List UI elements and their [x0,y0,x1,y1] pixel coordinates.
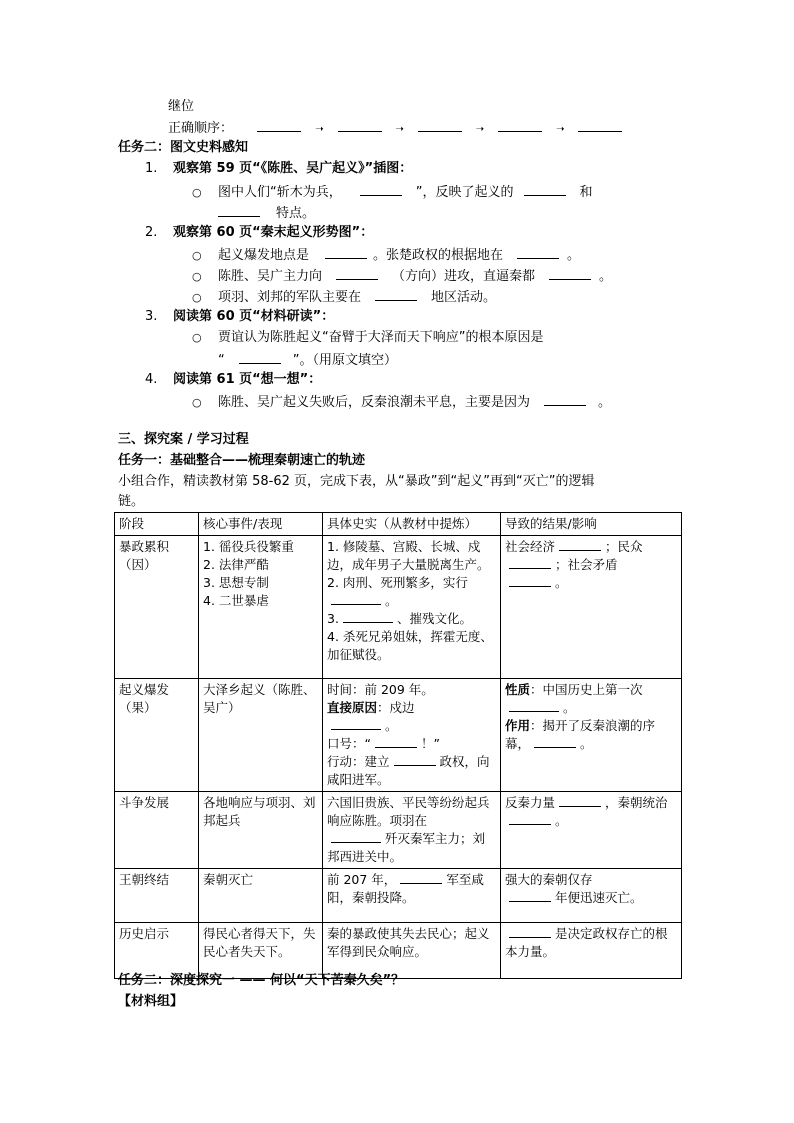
q2-number: 2. [145,225,158,240]
q2-b1-mid: 。张楚政权的根据地在 [373,248,504,263]
q2-blank-5[interactable] [375,287,417,301]
task2-title: 任务二：图文史料感知 [118,140,249,155]
circle-bullet-icon: ○ [192,331,202,344]
row2-blank-5[interactable] [534,735,576,748]
result-pre: 反秦力量 [505,795,556,810]
circle-bullet-icon: ○ [192,291,202,304]
arrow-right-icon: ➝ [556,124,565,135]
fact-item: 4. 杀死兄弟姐妹，挥霍无度、加征赋役。 [327,629,493,662]
trajectory-table [114,512,682,979]
q3-number: 3. [145,309,158,324]
header-events: 核心事件/表现 [199,513,323,536]
header-result: 导致的结果/影响 [501,513,682,536]
q1-text-end: 和 [579,185,593,200]
result-mid1: ；民众 [605,539,643,554]
q2-bullet-2 [192,266,612,286]
result-end: 。 [555,813,568,828]
nature-label: 性质 [505,682,531,697]
row2-blank-4[interactable] [509,699,559,712]
q1-text-b: 特点。 [276,206,316,221]
order-row [168,118,622,139]
facts-pre: 六国旧贵族、平民等纷纷起兵响应陈胜。项羽在 [327,795,490,828]
cause-label: 直接原因 [327,700,378,715]
cause-end: 。 [385,718,398,733]
table-row [115,869,682,923]
row3-blank-1[interactable] [331,830,381,843]
row5-blank-1[interactable] [509,925,551,938]
q4-blank-1[interactable] [544,392,586,406]
fact-3-pre: 3. [327,611,339,626]
row3-result [501,792,682,869]
task2-deep-title: 任务二：深度探究一 —— 何以“天下苦秦久矣”？ [118,973,405,988]
q1-blank-1[interactable] [360,182,402,196]
row3-events: 各地响应与项羽、刘邦起兵 [199,792,323,869]
list-item: 1. 徭役兵役繁重 [203,539,294,554]
q2-b2-mid: （方向）进攻，直逼秦都 [392,269,536,284]
material-group-label: 【材料组】 [118,994,184,1009]
q2-title-row [145,224,373,242]
nature-text: ：中国历史上第一次 [530,682,643,697]
q2-blank-1[interactable] [325,245,367,259]
arrow-right-icon: ➝ [395,124,404,135]
row3-facts [323,792,501,869]
list-item: 2. 法律严酷 [203,557,269,572]
q1-title: 观察第 59 页“《陈胜、吴广起义》”插图： [173,161,413,176]
q3-quote-close: ”。（用原文填空） [292,353,397,368]
q2-bullet-3 [192,287,496,307]
facts-end: 军至咸阳，秦朝投降。 [327,872,484,905]
q4-number: 4. [145,372,158,387]
q3-title-row [145,308,334,326]
row4-facts [323,869,501,923]
slogan-end: ！” [420,736,440,751]
row1-blank-5[interactable] [509,574,551,587]
order-blank-1[interactable] [257,118,301,132]
result-end: 。 [555,575,568,590]
q2-blank-2[interactable] [517,245,559,259]
nature-end: 。 [563,700,576,715]
q1-text-pre: 图中人们“斩木为兵， [218,185,342,200]
header-stage: 阶段 [115,513,199,536]
result-pre: 强大的秦朝仅存 [505,872,593,887]
circle-bullet-icon: ○ [192,249,202,262]
result-mid: ，秦朝统治 [605,795,668,810]
q2-blank-3[interactable] [336,266,378,280]
q2-b2-pre: 陈胜、吴广主力向 [218,269,323,284]
row5-result [501,923,682,979]
order-blank-3[interactable] [418,118,462,132]
row1-result [501,536,682,679]
slogan-pre: 口号：“ [327,736,371,751]
order-label: 正确顺序： [168,121,234,136]
q2-b2-end: 。 [599,269,613,284]
arrow-right-icon: ➝ [315,124,324,135]
fact-action [327,753,496,789]
row3-stage: 斗争发展 [115,792,199,869]
q1-text-mid: ”，反映了起义的 [415,185,514,200]
header-facts: 具体史实（从教材中提炼） [323,513,501,536]
q3-title: 阅读第 60 页“材料研读”： [173,309,335,324]
order-blank-2[interactable] [338,118,382,132]
row2-blank-1[interactable] [331,717,381,730]
fact-item: 1. 修陵墓、宫殿、长城、戍边，成年男子大量脱离生产。 [327,539,490,572]
fact-3-end: 、摧残文化。 [396,611,472,626]
table-header-row [115,513,682,536]
row1-events [199,536,323,679]
fact-2-end: 。 [385,593,398,608]
row3-blank-3[interactable] [509,812,551,825]
q1-blank-3[interactable] [218,203,260,217]
q1-line-b [218,203,315,223]
circle-bullet-icon: ○ [192,270,202,283]
list-item: 4. 二世暴虐 [203,593,269,608]
task1-title: 任务一：基础整合——梳理秦朝速亡的轨迹 [118,453,366,468]
row4-stage: 王朝终结 [115,869,199,923]
effect-label: 作用 [505,718,531,733]
result-end: 年便迅速灭亡。 [555,890,643,905]
facts-mid: 歼灭秦军主力；刘邦西进关中。 [327,831,486,864]
table-row [115,679,682,792]
row5-events: 得民心者得天下，失民心者失天下。 [199,923,323,979]
q3-blank-1[interactable] [239,350,281,364]
q2-b3-end: 地区活动。 [431,290,497,305]
table-row [115,923,682,979]
fact-slogan [327,735,496,753]
action-pre: 行动：建立 [327,754,390,769]
q2-b1-pre: 起义爆发地点是 [218,248,310,263]
row1-blank-2[interactable] [343,610,393,623]
q3-bullet-1 [192,329,543,347]
circle-bullet-icon: ○ [192,396,202,409]
row3-blank-2[interactable] [559,794,601,807]
section3-title: 三、探究案 / 学习过程 [118,432,249,447]
circle-bullet-icon: ○ [192,186,202,199]
result-end: 是决定政权存亡的根本力量。 [505,926,668,959]
facts-pre: 前 207 年， [327,872,397,887]
q4-title-row [145,371,321,389]
row2-facts [323,679,501,792]
row2-result [501,679,682,792]
row1-facts [323,536,501,679]
row4-result [501,869,682,923]
row2-blank-3[interactable] [394,753,436,766]
result-effect [505,717,677,753]
order-blank-4[interactable] [498,118,542,132]
q4-b1-pre: 陈胜、吴广起义失败后，反秦浪潮未平息，主要是因为 [218,395,531,410]
q2-title: 观察第 60 页“秦末起义形势图”： [173,225,374,240]
row5-stage: 历史启示 [115,923,199,979]
q3-quote-open: “ [218,353,225,368]
row1-blank-1[interactable] [331,592,381,605]
effect-text: ：揭开了反秦浪潮的序幕， [505,718,656,751]
q4-title: 阅读第 61 页“想一想”： [173,372,322,387]
row4-blank-1[interactable] [400,871,442,884]
q2-b1-end: 。 [567,248,581,263]
row4-blank-2[interactable] [509,889,551,902]
row2-blank-2[interactable] [375,735,417,748]
q4-bullet-1 [192,392,611,412]
fact-2-pre: 2. 肉刑、死刑繁多，实行 [327,575,468,590]
order-blank-5[interactable] [578,118,622,132]
row1-blank-3[interactable] [559,538,601,551]
q3-bullet-1-cont [218,350,397,370]
row1-stage: 暴政累积（因） [115,536,199,679]
table-row [115,536,682,679]
row1-blank-4[interactable] [509,556,551,569]
q3-b1: 贾谊认为陈胜起义“奋臂于大泽而天下响应”的根本原因是 [218,330,544,345]
q1-line-a [192,182,593,202]
q2-b3-pre: 项羽、刘邦的军队主要在 [218,290,362,305]
intro-line-2: 链。 [118,494,145,509]
fact-time: 时间：前 209 年。 [327,682,434,697]
fact-cause [327,699,496,735]
row5-facts: 秦的暴政使其失去民心；起义军得到民众响应。 [323,923,501,979]
q2-bullet-1 [192,245,580,265]
fact-item [327,610,496,628]
arrow-right-icon: ➝ [475,124,485,135]
fact-item [327,574,496,610]
result-mid2: ；社会矛盾 [555,557,618,572]
result-nature [505,681,677,717]
row2-stage: 起义爆发（果） [115,679,199,792]
q1-number: 1. [145,161,158,176]
q1-title-row [145,160,412,178]
effect-end: 。 [580,736,593,751]
row4-events: 秦朝灭亡 [199,869,323,923]
cause-text: ：戍边 [377,700,415,715]
action-end: 政权，向咸阳进军。 [327,754,490,787]
intro-line-1: 小组合作，精读教材第 58-62 页，完成下表，从“暴政”到“起义”再到“灭亡”的逻辑 [118,474,595,489]
table-row [115,792,682,869]
heir-label: 继位 [168,99,195,114]
row2-events: 大泽乡起义（陈胜、吴广） [199,679,323,792]
q4-b1-end: 。 [598,395,612,410]
q1-blank-2[interactable] [524,182,566,196]
list-item: 3. 思想专制 [203,575,269,590]
q2-blank-4[interactable] [549,266,591,280]
result-pre: 社会经济 [505,539,556,554]
